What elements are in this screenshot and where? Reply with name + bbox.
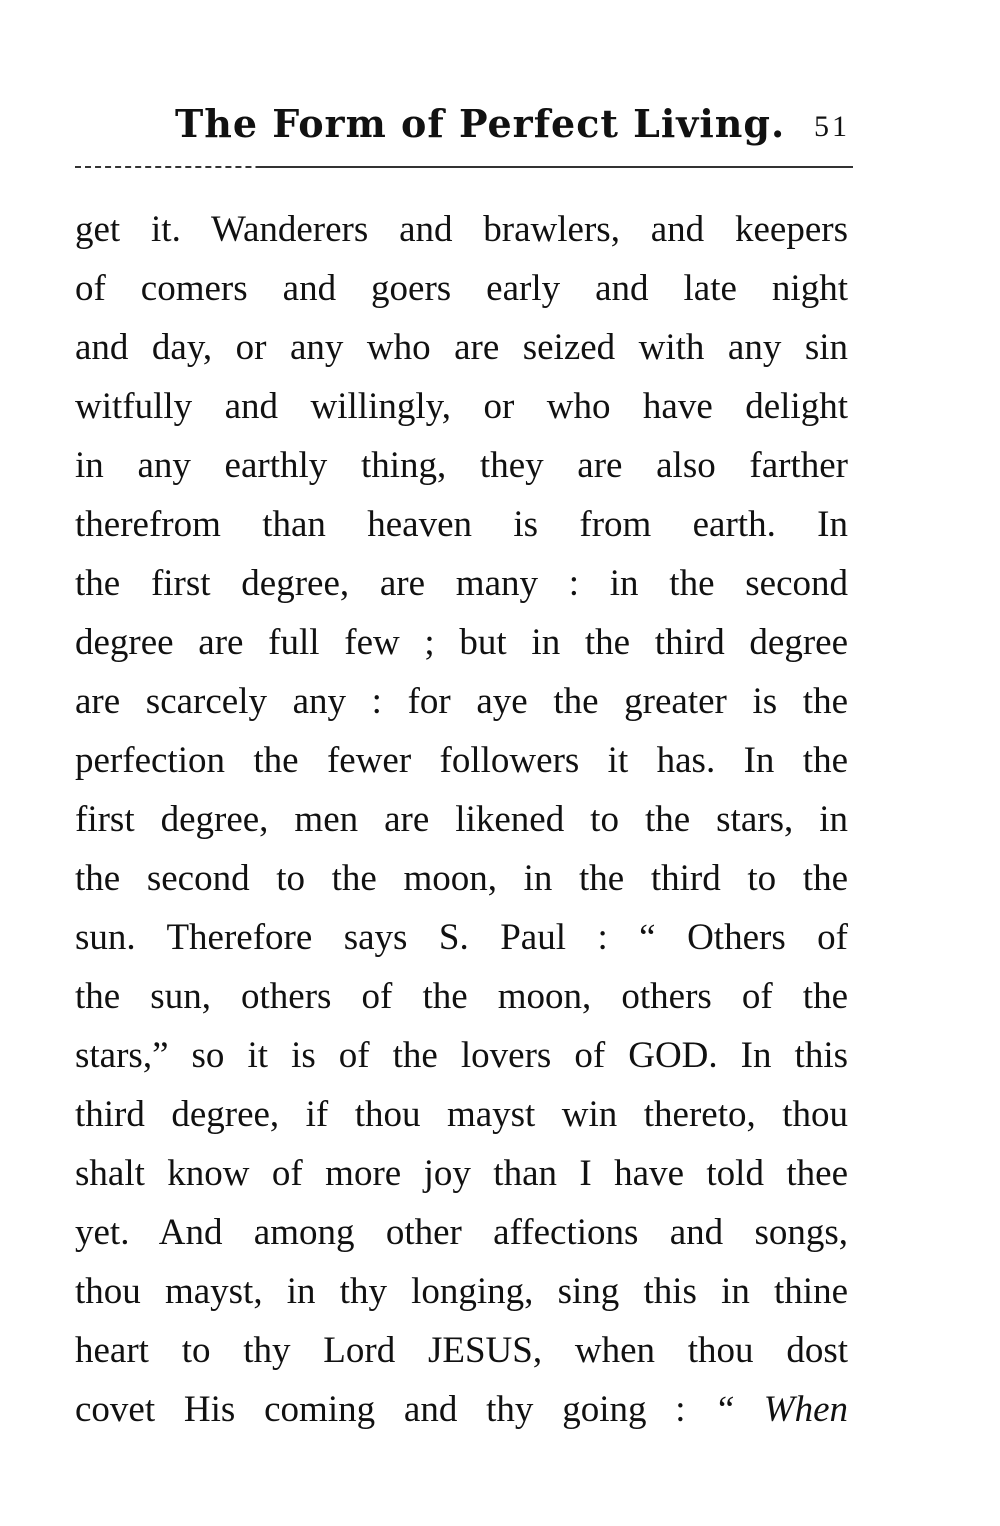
- text-line: and day, or any who are seized with any sin: [75, 327, 848, 368]
- text-line: perfection the fewer followers it has. In the: [75, 740, 848, 781]
- text-line: yet. And among other affections and songs,: [75, 1212, 848, 1253]
- text-line: the second to the moon, in the third to the: [75, 858, 848, 899]
- text-line: the first degree, are many : in the second: [75, 563, 848, 604]
- text-line: witfully and willingly, or who have delight: [75, 386, 848, 427]
- text-line-last: [75, 1380, 848, 1439]
- last-line-plain: covet His coming and thy going :: [75, 1389, 686, 1430]
- text-line: of comers and goers early and late night: [75, 268, 848, 309]
- last-line-italic: “ When: [714, 1389, 848, 1430]
- header-rule-solid: [260, 166, 853, 168]
- text-line: sun. Therefore says S. Paul : “ Others of: [75, 917, 848, 958]
- running-head: [75, 96, 850, 160]
- text-line: stars,” so it is of the lovers of GOD. In this: [75, 1035, 848, 1076]
- page-number: 51: [814, 110, 850, 143]
- text-line: in any earthly thing, they are also farther: [75, 445, 848, 486]
- text-line: therefrom than heaven is from earth. In: [75, 504, 848, 545]
- text-line: heart to thy Lord JESUS, when thou dost: [75, 1330, 848, 1371]
- text-line: thou mayst, in thy longing, sing this in thine: [75, 1271, 848, 1312]
- running-title: The Form of Perfect Living.: [175, 101, 786, 146]
- body-text: [75, 200, 848, 1439]
- text-line: first degree, men are likened to the stars, in: [75, 799, 848, 840]
- text-line: are scarcely any : for aye the greater is the: [75, 681, 848, 722]
- text-line: shalt know of more joy than I have told thee: [75, 1153, 848, 1194]
- text-line: third degree, if thou mayst win thereto, thou: [75, 1094, 848, 1135]
- text-line: get it. Wanderers and brawlers, and keepers: [75, 209, 848, 250]
- text-line: degree are full few ; but in the third degree: [75, 622, 848, 663]
- text-line: the sun, others of the moon, others of the: [75, 976, 848, 1017]
